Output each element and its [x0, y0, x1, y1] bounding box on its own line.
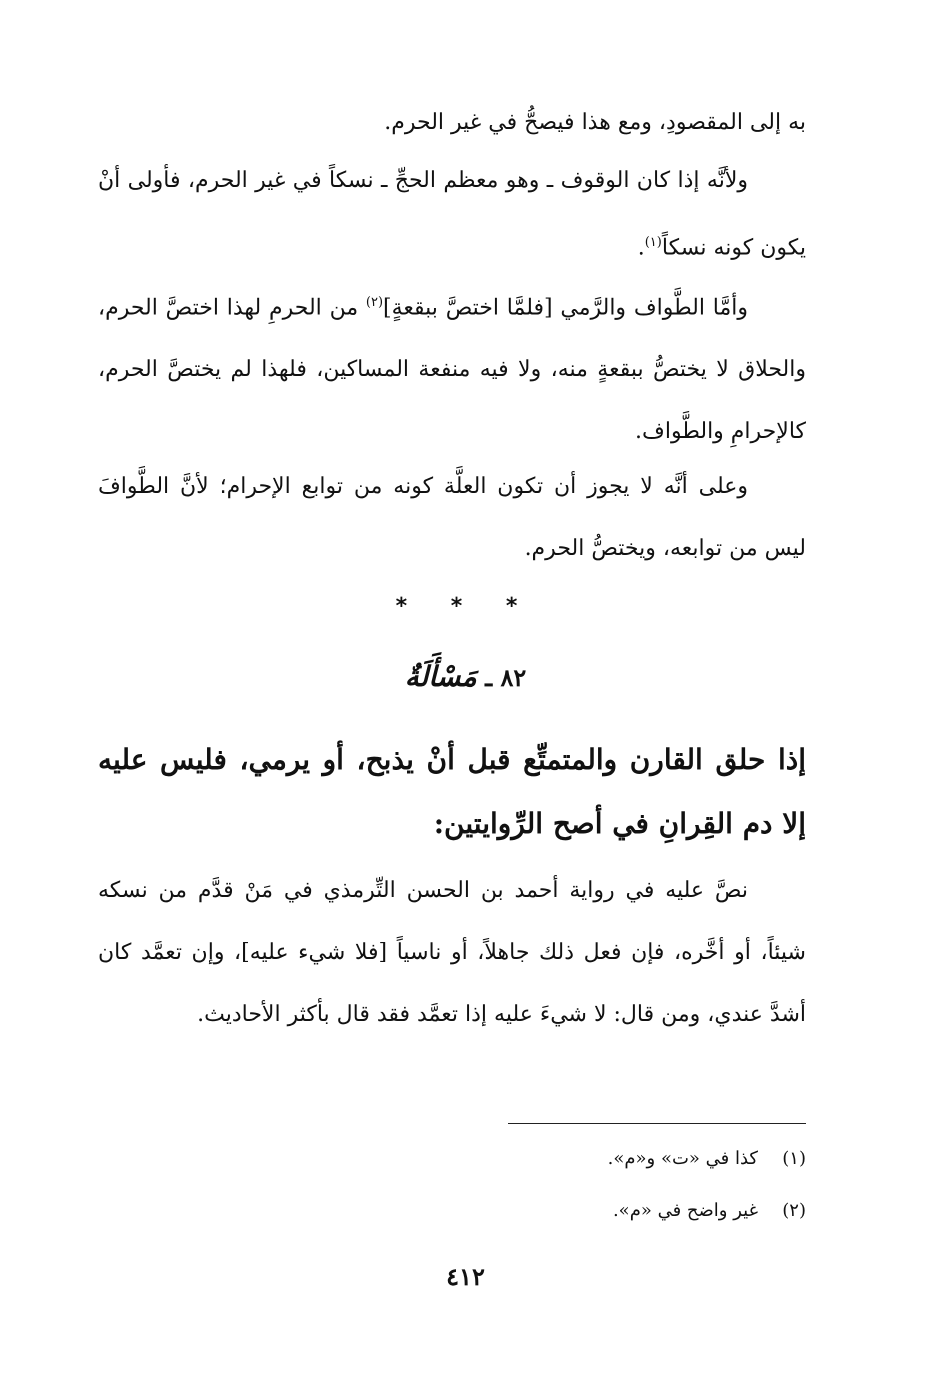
paragraph-2-end: . — [637, 235, 645, 261]
paragraph-1-text: به إلى المقصودِ، ومع هذا فيصحُّ في غير الحرم. — [384, 110, 806, 135]
footnote-1-text: كذا في «ت» و«م». — [607, 1148, 758, 1169]
footnote-ref-2[interactable]: (٢) — [365, 295, 384, 310]
footnote-1 — [360, 1148, 806, 1169]
footnote-separator — [508, 1123, 806, 1124]
footnote-1-number: (١) — [782, 1148, 806, 1169]
question-title: إذا حلق القارن والمتمتِّع قبل أنْ يذبح، أو يرمي، فليس عليه إلا دم القِرانِ في أصح الرِّوايتين: — [98, 743, 806, 840]
paragraph-2-text: ولأنَّه إذا كان الوقوف ـ وهو معظم الحجِّ ـ نسكاً في غير الحرم، فأولى أنْ يكون كونه نسكاً — [98, 168, 806, 261]
paragraph-1 — [98, 92, 806, 154]
issue-heading — [0, 660, 931, 693]
page-number: ٤١٢ — [446, 1262, 485, 1291]
paragraph-2 — [98, 150, 806, 279]
paragraph-4-text: وعلى أنَّه لا يجوز أن تكون العلَّة كونه من توابع الإحرام؛ لأنَّ الطَّوافَ ليس من توابعه، ويختصُّ الحرم. — [98, 474, 806, 561]
paragraph-3 — [98, 272, 806, 463]
footnote-ref-1[interactable]: (١) — [644, 235, 662, 250]
issue-number: ٨٢ ـ — [485, 663, 527, 692]
footnote-2-text: غير واضح في «م». — [612, 1200, 758, 1221]
paragraph-3-rest: من الحرمِ لهذا اختصَّ الحرم، والحلاق لا يختصُّ ببقعةٍ منه، ولا فيه منفعة المساكين، فلهذا لم يختصَّ الحرم، كالإحرامِ والطَّواف. — [98, 295, 806, 445]
paragraph-4 — [98, 456, 806, 580]
paragraph-3-start: وأمَّا الطَّواف والرَّمي [فلمَّا اختصَّ ببقعةٍ] — [383, 295, 748, 321]
footnote-2 — [360, 1200, 806, 1221]
footnote-2-number: (٢) — [782, 1200, 806, 1221]
section-divider-stars: * * * — [395, 594, 536, 619]
paragraph-5 — [98, 860, 806, 1046]
paragraph-5-text: نصَّ عليه في رواية أحمد بن الحسن التِّرمذي في مَنْ قدَّم من نسكه شيئاً، أو أخَّره، فإن فعل ذلك جاهلاً، أو ناسياً [فلا شيء عليه]، وإن تعمَّد كان أشدَّ عندي، ومن قال: لا شيءَ عليه إذا تعمَّد فقد قال بأكثر الأحاديث. — [98, 878, 806, 1027]
issue-word: مَسْأَلَةٌ — [404, 660, 477, 693]
